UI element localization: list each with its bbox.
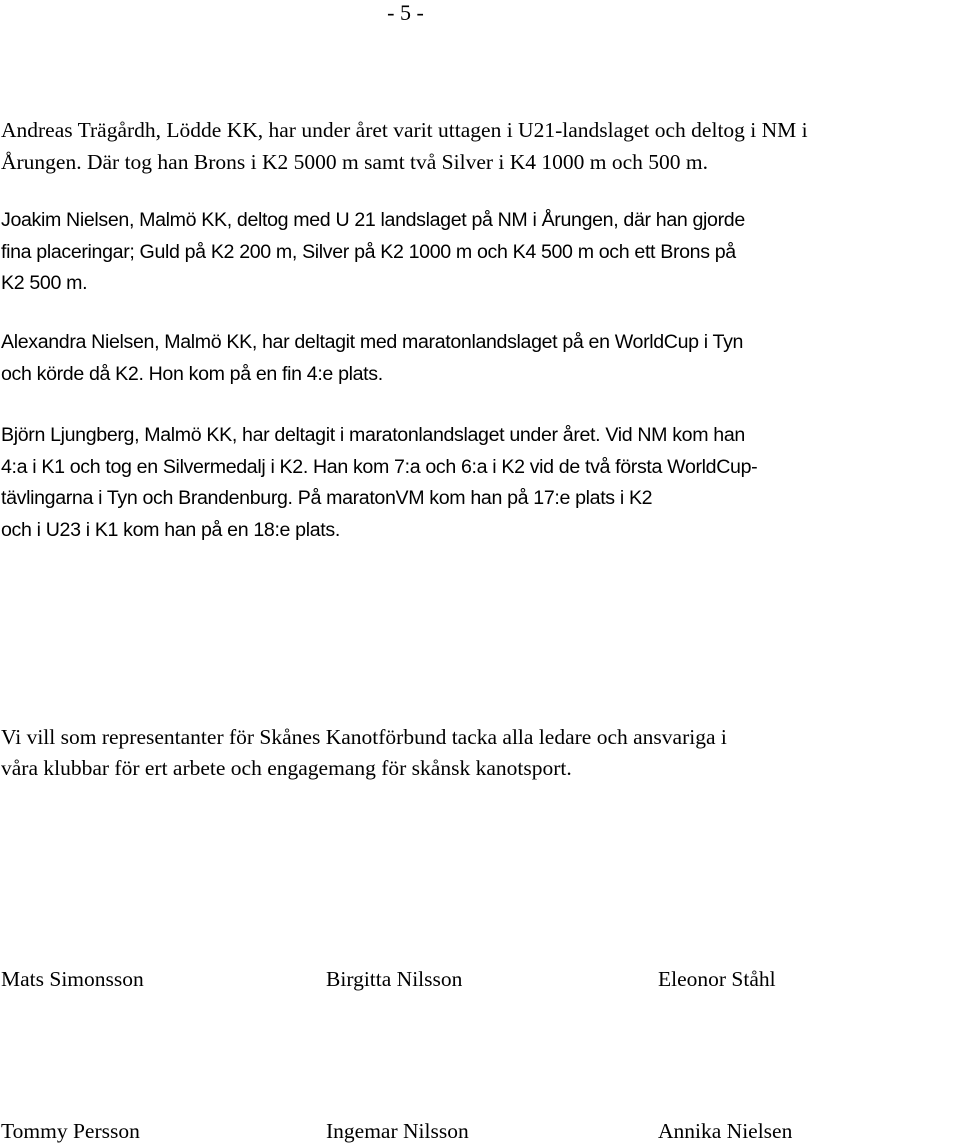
text-line: tävlingarna i Tyn och Brandenburg. På maratonVM kom han på 17:e plats i K2 (1, 487, 653, 509)
text-line: våra klubbar för ert arbete och engagemang för skånsk kanotsport. (1, 756, 572, 780)
signature-mats-simonsson: Mats Simonsson (1, 967, 144, 991)
page-number: - 5 - (387, 0, 424, 25)
signature-birgitta-nilsson: Birgitta Nilsson (326, 967, 463, 991)
text-line: och körde då K2. Hon kom på en fin 4:e plats. (1, 362, 383, 385)
paragraph-bjorn-ljungberg (1, 420, 757, 546)
text-line: Vi vill som representanter för Skånes Kanotförbund tacka alla ledare och ansvariga i (1, 725, 727, 749)
text-line: Joakim Nielsen, Malmö KK, deltog med U 21 landslaget på NM i Årungen, där han gjorde (1, 209, 745, 231)
signature-tommy-persson: Tommy Persson (1, 1119, 140, 1143)
text-line: K2 500 m. (1, 272, 88, 294)
text-line: fina placeringar; Guld på K2 200 m, Silver på K2 1000 m och K4 500 m och ett Brons på (1, 240, 736, 263)
paragraph-andreas-tragardh (1, 115, 808, 178)
text-line: 4:a i K1 och tog en Silvermedalj i K2. Han kom 7:a och 6:a i K2 vid de två första WorldCup- (1, 455, 758, 478)
text-line: och i U23 i K1 kom han på en 18:e plats. (1, 518, 340, 541)
signature-ingemar-nilsson: Ingemar Nilsson (326, 1119, 469, 1143)
text-line: Andreas Trägårdh, Lödde KK, har under året varit uttagen i U21-landslaget och deltog i NM i (1, 118, 808, 142)
paragraph-alexandra-nielsen (1, 327, 743, 390)
paragraph-joakim-nielsen (1, 205, 745, 300)
closing-paragraph (1, 722, 727, 784)
text-line: Björn Ljungberg, Malmö KK, har deltagit i maratonlandslaget under året. Vid NM kom han (1, 424, 745, 446)
signature-annika-nielsen: Annika Nielsen (658, 1119, 793, 1143)
text-line: Alexandra Nielsen, Malmö KK, har deltagit med maratonlandslaget på en WorldCup i Tyn (1, 331, 744, 353)
text-line: Årungen. Där tog han Brons i K2 5000 m samt två Silver i K4 1000 m och 500 m. (1, 149, 709, 174)
signature-eleonor-stahl: Eleonor Ståhl (658, 967, 776, 991)
